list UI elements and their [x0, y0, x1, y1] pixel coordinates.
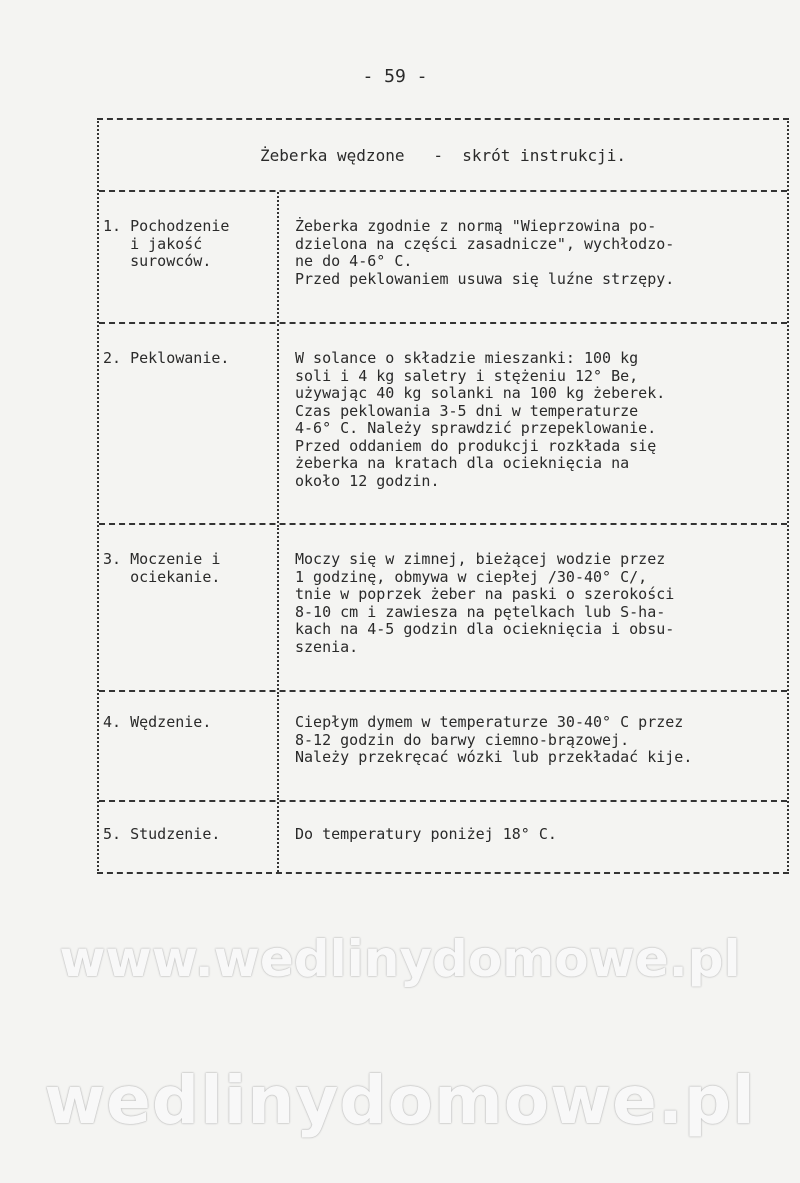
table-row — [99, 324, 787, 525]
step-label: 4. Wędzenie. — [99, 692, 279, 800]
secondary-watermark: www.wedlinydomowe.pl — [59, 930, 741, 988]
table-row — [99, 192, 787, 324]
table-row — [99, 525, 787, 692]
table-row — [99, 802, 787, 872]
step-label: 3. Moczenie i ociekanie. — [99, 525, 279, 690]
step-text: W solance o składzie mieszanki: 100 kg soli i 4 kg saletry i stężeniu 12° Be, używając 40 kg solanki na 100 kg żeberek. Czas peklowania 3-5 dni w temperaturze 4-6° C. Należy sprawdzić przepeklowanie. Przed oddaniem do produkcji rozkłada się żeberka na kratach dla ocieknięcia na około 12 godzin. — [295, 349, 666, 490]
table-title: Żeberka wędzone - skrót instrukcji. — [99, 120, 787, 192]
step-label: 2. Peklowanie. — [99, 324, 279, 523]
step-label: 5. Studzenie. — [99, 802, 279, 872]
step-text: Do temperatury poniżej 18° C. — [295, 825, 557, 843]
watermark: wedlinydomowe.pl — [44, 1062, 756, 1139]
page-number: - 59 - — [362, 66, 428, 87]
step-label: 1. Pochodzenie i jakość surowców. — [99, 192, 279, 322]
step-text: Moczy się w zimnej, bieżącej wodzie przez 1 godzinę, obmywa w ciepłej /30-40° C/, tnie w poprzek żeber na paski o szerokości 8-10 cm i zawiesza na pętelkach lub S-ha- kach na 4-5 godzin dla ocieknięcia i obsu- szenia. — [295, 550, 675, 656]
step-text: Ciepłym dymem w temperaturze 30-40° C przez 8-12 godzin do barwy ciemno-brązowej. Należy przekręcać wózki lub przekładać kije. — [295, 713, 693, 766]
table-row — [99, 692, 787, 802]
step-text: Żeberka zgodnie z normą "Wieprzowina po- dzielona na części zasadnicze", wychłodzo- ne do 4-6° C. Przed peklowaniem usuwa się luźne strzępy. — [295, 217, 675, 288]
instruction-table — [97, 118, 789, 874]
